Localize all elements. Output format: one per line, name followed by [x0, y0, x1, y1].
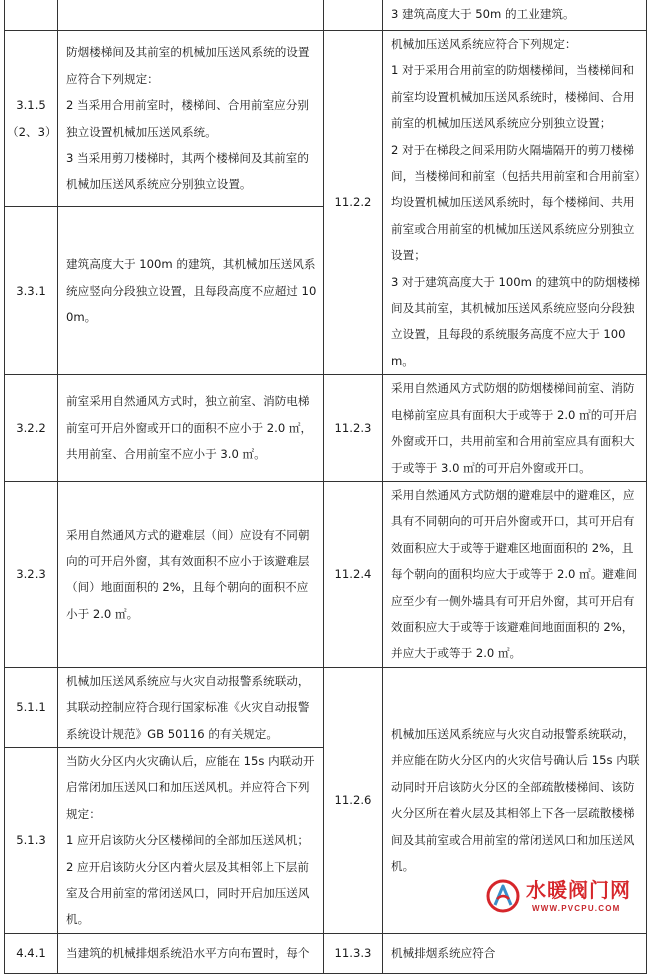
old-clause-text-cell	[58, 667, 324, 747]
table-row	[5, 481, 647, 667]
table-row	[5, 667, 647, 747]
table-row	[5, 375, 647, 482]
table-row	[5, 0, 647, 31]
text-line: 采用自然通风方式防烟的防烟楼梯间前室、消防电梯前室应具有面积大于或等于 2.0 ㎡的可开启外窗或开口，共用前室和合用前室应具有面积大于或等于 3.0 ㎡的可开启外窗或开口。	[391, 381, 638, 475]
watermark-url: WWW.PVCPU.COM	[532, 904, 621, 913]
clause-number-cell	[5, 747, 58, 933]
clause-number: 11.2.4	[334, 567, 372, 582]
text-line: 机械加压送风系统应符合下列规定：	[391, 37, 577, 51]
text-line: 采用自然通风方式的避难层（间）应设有不同朝向的可开启外窗，其有效面积不应小于该避难层（间）地面面积的 2%，且每个朝向的面积不应小于 2.0 ㎡。	[66, 527, 310, 621]
old-clause-text-cell	[58, 375, 324, 482]
old-clause-text-cell	[58, 481, 324, 667]
text-line: 1 应开启该防火分区楼梯间的全部加压送风机；	[66, 833, 309, 848]
clause-number: 11.2.2	[334, 195, 372, 210]
text-line: 3 建筑高度大于 50m 的工业建筑。	[391, 6, 575, 21]
watermark-title: 水暖阀门网	[526, 878, 631, 902]
new-clause-number-cell	[324, 375, 383, 482]
old-clause-text-cell	[58, 933, 324, 973]
old-clause-text-cell	[58, 207, 324, 375]
clause-number-cell	[5, 0, 58, 31]
text-line: 机械加压送风系统应与火灾自动报警系统联动，并应能在防火分区内的火灾信号确认后 15s 内联动同时开启该防火分区的全部疏散楼梯间、该防火分区所在着火层及其相邻上下各一层疏散楼梯间及其前室或合用前室的常闭送风口和加压送风机。	[391, 727, 640, 874]
new-clause-text-cell	[383, 31, 647, 375]
clause-number: 3.1.5	[16, 98, 46, 113]
text-line: 3 当采用剪刀楼梯时，其两个楼梯间及其前室的机械加压送风系统应分别独立设置。	[66, 151, 309, 192]
new-clause-number-cell	[324, 667, 383, 933]
text-line: 1 对于采用合用前室的防烟楼梯间，当楼梯间和前室均设置机械加压送风系统时，楼梯间、合用前室的机械加压送风系统应分别独立设置；	[391, 63, 635, 131]
new-clause-text-cell	[383, 375, 647, 482]
old-clause-text-cell	[58, 31, 324, 207]
text-line: 3 对于建筑高度大于 100m 的建筑中的防烟楼梯间及其前室，其机械加压送风系统应竖向分段独立设置，且每段的系统服务高度不应大于 100m。	[391, 274, 640, 368]
text-line: 建筑高度大于 100m 的建筑，其机械加压送风系统应竖向分段独立设置，且每段高度不应超过 100m。	[66, 257, 317, 324]
table-row	[5, 933, 647, 973]
old-clause-text-cell	[58, 0, 324, 31]
text-line: 当建筑的机械排烟系统沿水平方向布置时，每个	[66, 946, 310, 961]
clause-number-cell	[5, 375, 58, 482]
table-row	[5, 31, 647, 207]
clause-number: 3.2.3	[16, 567, 46, 582]
new-clause-number-cell	[324, 933, 383, 973]
clause-number: 5.1.1	[16, 700, 46, 715]
text-line: 采用自然通风方式防烟的避难层中的避难区，应具有不同朝向的可开启外窗或开口，其可开启有效面积应大于或等于避难区地面面积的 2%，且每个朝向的面积均应大于或等于 2.0 ㎡。避难间应至少有一侧外墙具有可开启外窗，其可开启有效面积应大于或等于该避难间地面面积的 2%，并应大于或等于 2.0 ㎡。	[391, 487, 638, 661]
clause-number: 3.3.1	[16, 283, 46, 298]
clause-number-cell	[5, 207, 58, 375]
clause-number-cell	[5, 481, 58, 667]
new-clause-text-cell	[383, 0, 647, 31]
clause-number-cell	[5, 933, 58, 973]
clause-number: 11.2.3	[334, 420, 372, 435]
clause-number-sub: （2、3）	[7, 124, 57, 139]
old-clause-text-cell	[58, 747, 324, 933]
text-line: 2 当采用合用前室时，楼梯间、合用前室应分别独立设置机械加压送风系统。	[66, 98, 309, 139]
text-line: 当防火分区内火灾确认后，应能在 15s 内联动开启常闭加压送风口和加压送风机。并应符合下列规定：	[66, 753, 315, 821]
text-line: 防烟楼梯间及其前室的机械加压送风系统的设置应符合下列规定：	[66, 45, 310, 86]
clause-number-cell	[5, 667, 58, 747]
text-line: 2 应开启该防火分区内着火层及其相邻上下层前室及合用前室的常闭送风口，同时开启加压送风机。	[66, 859, 310, 927]
text-line: 2 对于在梯段之间采用防火隔墙隔开的剪刀楼梯间，当楼梯间和前室（包括共用前室和合用前室）均设置机械加压送风系统时，每个楼梯间、共用前室或合用前室的机械加压送风系统应分别独立设置；	[391, 142, 641, 263]
clause-number: 3.2.2	[16, 420, 46, 435]
new-clause-number-cell	[324, 31, 383, 375]
text-line: 机械加压送风系统应与火灾自动报警系统联动，其联动控制应符合现行国家标准《火灾自动报警系统设计规范》GB 50116 的有关规定。	[66, 673, 310, 741]
text-line: 机械排烟系统应符合	[391, 946, 496, 961]
new-clause-number-cell	[324, 481, 383, 667]
clause-number: 5.1.3	[16, 833, 46, 848]
clause-number-cell	[5, 31, 58, 207]
clause-number: 11.3.3	[334, 946, 372, 961]
clause-number: 4.4.1	[16, 946, 46, 961]
clause-number: 11.2.6	[334, 793, 372, 808]
text-line: 前室采用自然通风方式时，独立前室、消防电梯前室可开启外窗或开口的面积不应小于 2.0 ㎡，共用前室、合用前室不应小于 3.0 ㎡。	[66, 394, 313, 462]
new-clause-text-cell	[383, 481, 647, 667]
standard-comparison-table	[4, 0, 647, 974]
valve-logo-icon	[486, 879, 520, 913]
site-watermark	[486, 877, 646, 917]
new-clause-text-cell	[383, 933, 647, 973]
new-clause-number-cell	[324, 0, 383, 31]
